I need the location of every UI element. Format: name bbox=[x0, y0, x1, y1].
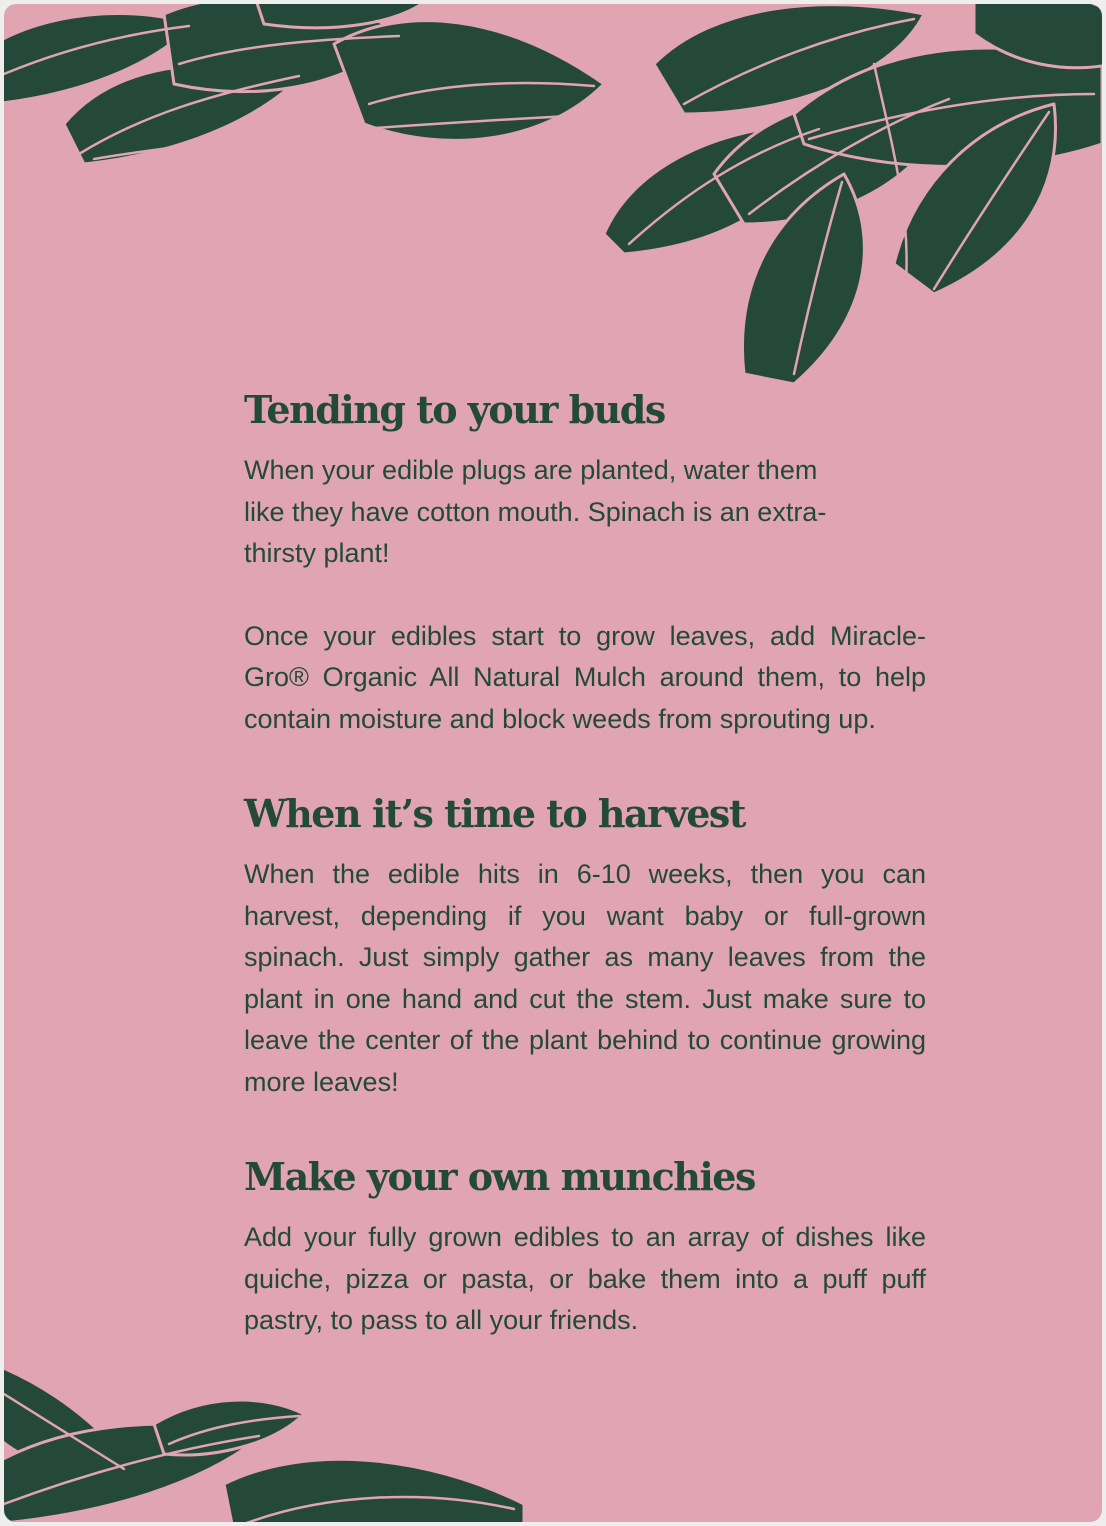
care-guide-card bbox=[4, 4, 1102, 1522]
paragraph-harvest: When the edible hits in 6-10 weeks, then you can harvest, depending if you want baby or full-grown spinach. Just simply gather as many leaves from the plant in one hand and cut the stem. Just make sure to leave the center of the plant behind to continue growing more leaves! bbox=[244, 859, 926, 1097]
spinach-leaves-top-left-icon bbox=[4, 4, 624, 184]
spinach-leaves-top-right-icon bbox=[594, 4, 1102, 394]
spinach-leaves-bottom-left-icon bbox=[4, 1364, 524, 1522]
paragraph-watering: When your edible plugs are planted, water them like they have cotton mouth. Spinach is an extra-thirsty plant! bbox=[244, 455, 827, 568]
section-heading-tending: Tending to your buds bbox=[244, 387, 665, 432]
care-guide-content bbox=[244, 384, 926, 1342]
section-heading-harvest: When it’s time to harvest bbox=[244, 791, 745, 836]
section-heading-munchies: Make your own munchies bbox=[244, 1154, 755, 1199]
paragraph-munchies: Add your fully grown edibles to an array of dishes like quiche, pizza or pasta, or bake them into a puff puff pastry, to pass to all your friends. bbox=[244, 1222, 926, 1335]
paragraph-mulch: Once your edibles start to grow leaves, add Miracle-Gro® Organic All Natural Mulch around them, to help contain moisture and block weeds from sprouting up. bbox=[244, 620, 926, 734]
